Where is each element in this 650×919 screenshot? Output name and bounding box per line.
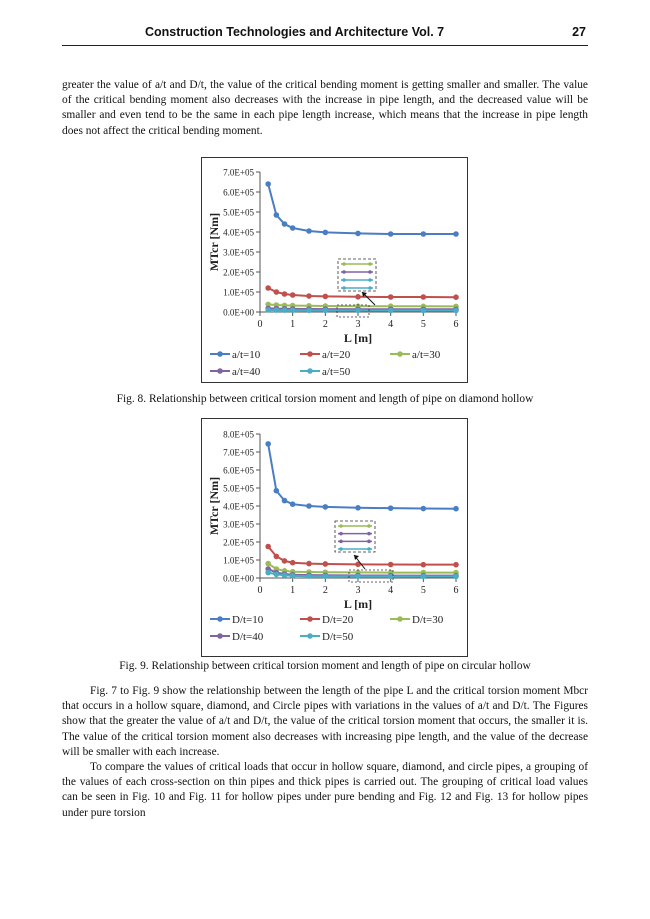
y-tick-label: 4.0E+05 — [223, 501, 254, 512]
x-tick-label: 0 — [257, 585, 263, 596]
data-point — [453, 574, 459, 580]
y-axis-label: MTcr [Nm] — [207, 476, 221, 536]
y-tick-label: 7.0E+05 — [223, 167, 254, 178]
zoom-inset-point — [339, 547, 343, 551]
data-point — [388, 294, 394, 300]
figure-9-svg — [202, 419, 467, 656]
data-point — [323, 573, 329, 579]
y-tick-label: 4.0E+05 — [223, 227, 254, 238]
legend-label: D/t=30 — [412, 614, 444, 626]
y-tick-label: 3.0E+05 — [223, 519, 254, 530]
data-point — [290, 573, 296, 579]
x-tick-label: 3 — [355, 319, 361, 330]
data-point — [355, 231, 361, 237]
data-point — [323, 504, 329, 510]
data-point — [282, 573, 288, 579]
data-point — [421, 506, 427, 512]
zoom-inset-point — [339, 524, 343, 528]
data-point — [355, 574, 361, 580]
x-tick-label: 1 — [290, 319, 296, 330]
y-tick-label: 0.0E+00 — [223, 307, 254, 318]
data-point — [453, 294, 459, 300]
data-point — [274, 289, 280, 295]
zoom-arrowhead — [354, 555, 359, 560]
data-point — [290, 225, 296, 231]
legend-label: D/t=20 — [322, 614, 354, 626]
legend-marker — [307, 633, 313, 639]
y-tick-label: 1.0E+05 — [223, 287, 254, 298]
paragraph-intro: greater the value of a/t and D/t, the value of the critical bending moment is getting smaller and smaller. The value of the critical bending moment also decreases with the increase in pipe length, and the decreased value will be smaller and even tend to be the same in each pipe length increase, which means that the increase in pipe length does not affect the critical bending moment. — [62, 79, 588, 137]
legend-label: a/t=20 — [322, 349, 351, 361]
series-line — [268, 184, 456, 234]
data-point — [306, 573, 312, 579]
data-point — [306, 293, 312, 299]
zoom-inset-point — [342, 270, 346, 274]
data-point — [355, 505, 361, 511]
data-point — [274, 307, 280, 313]
y-axis-label: MTcr [Nm] — [207, 212, 221, 272]
data-point — [306, 228, 312, 234]
figure-9-caption: Fig. 9. Relationship between critical torsion moment and length of pipe on circular hollow — [119, 660, 531, 672]
data-point — [290, 308, 296, 314]
zoom-inset-point — [368, 270, 372, 274]
zoom-inset-point — [339, 540, 343, 544]
series-line — [268, 308, 456, 309]
x-tick-label: 6 — [453, 319, 459, 330]
x-tick-label: 4 — [388, 319, 394, 330]
legend-marker — [217, 633, 223, 639]
data-point — [282, 291, 288, 297]
data-point — [388, 562, 394, 568]
data-point — [453, 562, 459, 568]
zoom-inset-point — [342, 286, 346, 290]
y-tick-label: 1.0E+05 — [223, 555, 254, 566]
x-tick-label: 4 — [388, 585, 394, 596]
data-point — [290, 501, 296, 507]
x-tick-label: 5 — [420, 319, 426, 330]
zoom-inset-point — [368, 262, 372, 266]
zoom-inset-point — [368, 286, 372, 290]
zoom-inset-point — [342, 278, 346, 282]
data-point — [355, 294, 361, 300]
x-tick-label: 6 — [453, 585, 459, 596]
data-point — [323, 230, 329, 236]
y-tick-label: 5.0E+05 — [223, 483, 254, 494]
series-line — [268, 310, 456, 311]
data-point — [282, 307, 288, 313]
data-point — [265, 570, 271, 576]
y-tick-label: 2.0E+05 — [223, 267, 254, 278]
legend-label: D/t=40 — [232, 631, 264, 643]
data-point — [265, 441, 271, 447]
legend-label: a/t=10 — [232, 349, 261, 361]
zoom-inset-point — [367, 524, 371, 528]
data-point — [421, 294, 427, 300]
data-point — [306, 308, 312, 314]
data-point — [265, 561, 271, 567]
legend-label: a/t=40 — [232, 366, 261, 378]
legend-marker — [397, 616, 403, 622]
figure-8-chart — [201, 157, 468, 383]
legend-marker — [217, 368, 223, 374]
data-point — [282, 221, 288, 227]
data-point — [290, 560, 296, 566]
x-axis-label: L [m] — [343, 597, 373, 611]
x-axis-label: L [m] — [343, 331, 373, 345]
data-point — [388, 505, 394, 511]
data-point — [323, 561, 329, 567]
data-point — [453, 231, 459, 237]
zoom-inset-point — [342, 262, 346, 266]
figure-8-svg — [202, 158, 467, 382]
data-point — [388, 231, 394, 237]
y-tick-label: 6.0E+05 — [223, 187, 254, 198]
x-tick-label: 2 — [322, 585, 328, 596]
data-point — [274, 572, 280, 578]
legend-marker — [217, 351, 223, 357]
data-point — [306, 503, 312, 509]
zoom-inset-point — [367, 547, 371, 551]
data-point — [265, 285, 271, 291]
legend-marker — [397, 351, 403, 357]
data-point — [265, 181, 271, 187]
x-tick-label: 1 — [290, 585, 296, 596]
data-point — [421, 574, 427, 580]
data-point — [323, 308, 329, 314]
data-point — [274, 554, 280, 560]
paragraph-comparison: To compare the values of critical loads that occur in hollow square, diamond, and circle pipes, a grouping of the values of each cross-section on thin pipes and thick pipes is carried out. The grouping of critical load values can be seen in Fig. 10 and Fig. 11 for hollow pipes under pure bending and Fig. 12 and Fig. 13 for hollow pipes under pure torsion — [62, 761, 588, 819]
legend-marker — [217, 616, 223, 622]
zoom-inset-point — [367, 540, 371, 544]
series-line — [268, 444, 456, 509]
y-tick-label: 8.0E+05 — [223, 429, 254, 440]
y-tick-label: 7.0E+05 — [223, 447, 254, 458]
zoom-inset-point — [339, 532, 343, 536]
y-tick-label: 3.0E+05 — [223, 247, 254, 258]
x-tick-label: 3 — [355, 585, 361, 596]
data-point — [421, 308, 427, 314]
data-point — [323, 294, 329, 300]
legend-marker — [307, 368, 313, 374]
data-point — [265, 544, 271, 550]
legend-label: D/t=10 — [232, 614, 264, 626]
y-tick-label: 6.0E+05 — [223, 465, 254, 476]
zoom-inset-point — [368, 278, 372, 282]
legend-label: a/t=30 — [412, 349, 441, 361]
data-point — [282, 558, 288, 564]
running-header — [62, 23, 588, 46]
data-point — [274, 212, 280, 218]
data-point — [306, 561, 312, 567]
data-point — [282, 498, 288, 504]
figure-9-chart — [201, 418, 468, 657]
figure-8-caption: Fig. 8. Relationship between critical torsion moment and length of pipe on diamond hollow — [116, 393, 534, 405]
legend-marker — [307, 351, 313, 357]
legend-marker — [307, 616, 313, 622]
legend-label: a/t=50 — [322, 366, 351, 378]
data-point — [388, 308, 394, 314]
legend-label: D/t=50 — [322, 631, 354, 643]
page-number: 27 — [572, 25, 586, 39]
x-tick-label: 0 — [257, 319, 263, 330]
data-point — [265, 307, 271, 313]
data-point — [355, 308, 361, 314]
data-point — [453, 506, 459, 512]
journal-title: Construction Technologies and Architecture Vol. 7 — [145, 25, 445, 39]
data-point — [453, 308, 459, 314]
x-tick-label: 5 — [420, 585, 426, 596]
paragraph-discussion: Fig. 7 to Fig. 9 show the relationship between the length of the pipe L and the critical torsion moment Mbcr that occurs in a hollow square, diamond, and Circle pipes with variations in the values of a/t and D/t. The Figures show that the greater the value of a/t and D/t, the value of the critical torsion moment that occurs, the smaller it is. The value of the critical torsion moment also decreases with increasing pipe length, and the value of the decrease will be smaller with each increase. — [62, 685, 588, 758]
y-tick-label: 5.0E+05 — [223, 207, 254, 218]
data-point — [421, 231, 427, 237]
y-tick-label: 0.0E+00 — [223, 573, 254, 584]
data-point — [274, 488, 280, 494]
zoom-inset-point — [367, 532, 371, 536]
y-tick-label: 2.0E+05 — [223, 537, 254, 548]
data-point — [421, 562, 427, 568]
data-point — [290, 292, 296, 298]
x-tick-label: 2 — [322, 319, 328, 330]
